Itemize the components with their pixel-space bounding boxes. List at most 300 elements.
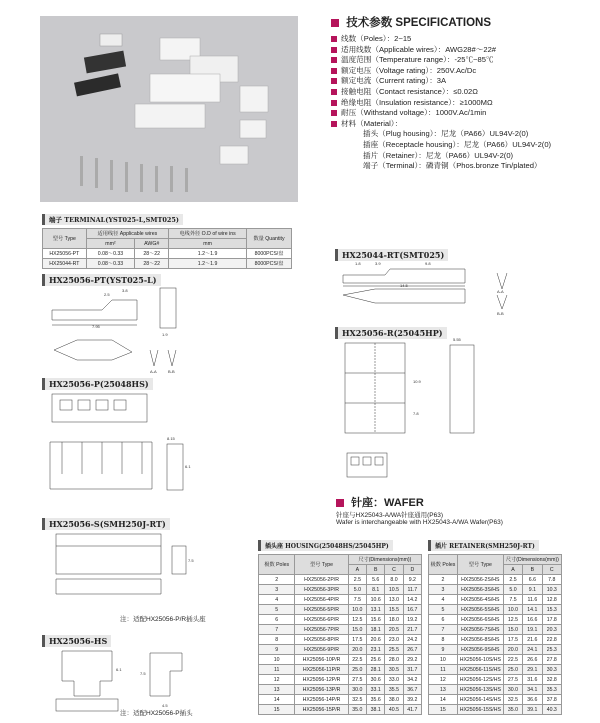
spec-bullet-icon [331, 68, 337, 74]
retainer-table-cell: 7.5 [503, 595, 522, 605]
wafer-note-en: Wafer is interchangeable with HX25043-A/WA Wafer(P63) [336, 519, 503, 526]
material-item: 插座（Receptacle housing）：尼龙（PA66）UL94V-2(0) [363, 139, 552, 149]
housing-table-cell: 7.5 [348, 595, 366, 605]
retainer-table-row [429, 705, 562, 715]
spec-bullet-icon [331, 100, 337, 106]
housing-table-cell: HX25056-15P/R [295, 705, 348, 715]
retainer-table-cell: HX25056-5S/HS [457, 605, 503, 615]
retainer-table-cell: 10.3 [542, 585, 561, 595]
terminal-header-wires: 适用线径 Applicable wires [86, 229, 168, 239]
retainer-table-row [429, 585, 562, 595]
terminal-table-cell: 0.08～0.33 [86, 249, 135, 259]
housing-table [258, 554, 422, 715]
terminal-section [42, 207, 292, 269]
housing-table-cell: 8.1 [367, 585, 385, 595]
retainer-table-cell: HX25056-9S/HS [457, 645, 503, 655]
housing-table-cell: 2.5 [348, 575, 366, 585]
housing-table-cell: 25.5 [385, 645, 403, 655]
terminal-table-row [43, 249, 292, 259]
dim-pt-length: 7.95 [92, 324, 100, 329]
housing-table-cell: 19.2 [403, 615, 421, 625]
housing-table-row [259, 625, 422, 635]
retainer-table-cell: 19.1 [523, 625, 542, 635]
housing-table-cell: 7 [259, 625, 295, 635]
drawing-rt [335, 255, 525, 317]
retainer-table-cell: 12.5 [503, 615, 522, 625]
housing-table-cell: 11.7 [403, 585, 421, 595]
drawing-p [42, 384, 202, 506]
section-rt-aa: A-A [497, 289, 504, 294]
retainer-table-cell: 10 [429, 655, 458, 665]
housing-table-cell: HX25056-12P/R [295, 675, 348, 685]
housing-table-cell: 40.5 [385, 705, 403, 715]
retainer-table-cell: 21.6 [523, 635, 542, 645]
wafer-title: 针座：WAFER [351, 497, 424, 509]
dim-pt-d2: 3.8 [122, 288, 128, 293]
housing-table-row [259, 655, 422, 665]
retainer-header-type: 型号 Type [457, 555, 503, 575]
housing-table-cell: HX25056-11P/R [295, 665, 348, 675]
housing-table-cell: 14.2 [403, 595, 421, 605]
retainer-header-c: C [542, 565, 561, 575]
retainer-table-cell: 32.5 [503, 695, 522, 705]
housing-table-title: 插头座 HOUSING(25048HS/25045HP) [258, 540, 393, 551]
housing-table-cell: 31.7 [403, 665, 421, 675]
housing-table-cell: 17.5 [348, 635, 366, 645]
housing-table-cell: HX25056-2P/R [295, 575, 348, 585]
product-illustration [40, 16, 298, 202]
housing-table-cell: 15.5 [385, 605, 403, 615]
housing-header-type: 型号 Type [295, 555, 348, 575]
housing-table-row [259, 605, 422, 615]
spec-item [331, 76, 593, 87]
housing-table-cell: 18.0 [385, 615, 403, 625]
retainer-table-cell: 4 [429, 595, 458, 605]
material-item: 插片（Retainer）：尼龙（PA66）UL94V-2(0) [363, 150, 514, 160]
retainer-header-poles: 极数 Poles [429, 555, 458, 575]
housing-table-cell: 35.0 [348, 705, 366, 715]
housing-table-cell: 16.7 [403, 605, 421, 615]
retainer-table-cell: 22.8 [542, 635, 561, 645]
retainer-table-cell: 30.3 [542, 665, 561, 675]
retainer-table-cell: 36.6 [523, 695, 542, 705]
housing-table-cell: 41.7 [403, 705, 421, 715]
housing-header-poles: 极数 Poles [259, 555, 295, 575]
spec-bullet-icon [331, 110, 337, 116]
note-s: 注：适配HX25056-P/R插头座 [120, 616, 206, 623]
housing-table-cell: HX25056-13P/R [295, 685, 348, 695]
housing-table-cell: 39.2 [403, 695, 421, 705]
housing-table-row [259, 675, 422, 685]
housing-table-cell: 9 [259, 645, 295, 655]
retainer-table-cell: 10.0 [503, 605, 522, 615]
material-item: 端子（Terminal）：磷青铜（Phos.bronze Tin/plated） [363, 161, 542, 171]
housing-table-row [259, 635, 422, 645]
retainer-table-cell: HX25056-10S/HS [457, 655, 503, 665]
housing-table-cell: 26.7 [403, 645, 421, 655]
spec-item [331, 34, 593, 45]
retainer-table-cell: HX25056-11S/HS [457, 665, 503, 675]
retainer-table-cell: HX25056-15S/HS [457, 705, 503, 715]
housing-table-cell: 13.0 [385, 595, 403, 605]
terminal-subheader-awg: AWG# [135, 239, 169, 249]
housing-header-dims: 尺寸(Dimensions(mm)) [348, 555, 421, 565]
terminal-table-cell: 1.2～1.9 [169, 259, 247, 269]
retainer-table-cell: 35.0 [503, 705, 522, 715]
housing-table-cell: 30.5 [385, 665, 403, 675]
spec-item [331, 45, 593, 56]
retainer-table-cell: 22.5 [503, 655, 522, 665]
dim-rt-d3: 9.8 [425, 261, 431, 266]
housing-table-cell: HX25056-4P/R [295, 595, 348, 605]
terminal-table-row [43, 259, 292, 269]
retainer-header-a: A [503, 565, 522, 575]
material-item: 插头（Plug housing）：尼龙（PA66）UL94V-2(0) [363, 129, 529, 139]
note-hs: 注：适配HX25056-P插头 [120, 710, 193, 717]
drawing-r [335, 333, 495, 493]
housing-table-cell: 24.2 [403, 635, 421, 645]
retainer-table-row [429, 635, 562, 645]
housing-header-d: D [403, 565, 421, 575]
retainer-table-cell: 11.6 [523, 595, 542, 605]
terminal-header-type: 型号 Type [43, 229, 87, 249]
retainer-table-cell: HX25056-3S/HS [457, 585, 503, 595]
housing-table-cell: HX25056-10P/R [295, 655, 348, 665]
dim-hs-d1: 6.1 [116, 667, 122, 672]
dim-r-d3: 7.8 [413, 411, 419, 416]
housing-table-row [259, 595, 422, 605]
dim-hs-d2: 7.5 [140, 671, 146, 676]
terminal-subheader-mm: mm [169, 239, 247, 249]
housing-table-cell: 28.1 [367, 665, 385, 675]
section-bullet-icon [336, 499, 344, 507]
terminal-header-od: 电线外径 O.D of wire ins [169, 229, 247, 239]
housing-table-cell: 15.0 [348, 625, 366, 635]
retainer-table-cell: 7 [429, 625, 458, 635]
housing-table-cell: 34.2 [403, 675, 421, 685]
drawing-rt-title: HX25044-RT(SMT025) [335, 249, 448, 261]
wafer-section [336, 494, 596, 526]
retainer-table-cell: 5 [429, 605, 458, 615]
drawing-r-title: HX25056-R(25045HP) [335, 327, 447, 339]
spec-item-text: 接触电阻（Contact resistance）：≤0.02Ω [341, 86, 478, 96]
retainer-table-cell: 24.1 [523, 645, 542, 655]
housing-table-cell: 13 [259, 685, 295, 695]
spec-bullet-icon [331, 121, 337, 127]
retainer-table-cell: 15.0 [503, 625, 522, 635]
retainer-table-cell: 3 [429, 585, 458, 595]
dim-hs-d3: 4.5 [162, 703, 168, 708]
retainer-table-cell: HX25056-2S/HS [457, 575, 503, 585]
drawing-p-title: HX25056-P(25048HS) [42, 378, 153, 390]
retainer-table-row [429, 575, 562, 585]
housing-table-cell: 25.6 [367, 655, 385, 665]
housing-table-cell: 8.0 [385, 575, 403, 585]
dim-pt-d1: 2.5 [104, 292, 110, 297]
spec-item-text: 额定电流（Current rating）：3A [341, 76, 447, 86]
housing-table-cell: 35.5 [385, 685, 403, 695]
terminal-table-cell: 8000PCS/盘 [247, 259, 292, 269]
housing-header-c: C [385, 565, 403, 575]
spec-bullet-icon [331, 78, 337, 84]
terminal-header-qty: 数量 Quantity [247, 229, 292, 249]
retainer-table-cell: 30.0 [503, 685, 522, 695]
housing-table-cell: 38.0 [385, 695, 403, 705]
retainer-table-cell: 37.8 [542, 695, 561, 705]
retainer-table-row [429, 665, 562, 675]
retainer-table-row [429, 655, 562, 665]
terminal-rows [43, 249, 292, 269]
housing-table-cell: 29.2 [403, 655, 421, 665]
housing-table-cell: 30.6 [367, 675, 385, 685]
terminal-table-cell: 8000PCS/盘 [247, 249, 292, 259]
terminal-table-cell: 1.2～1.9 [169, 249, 247, 259]
retainer-table-cell: HX25056-4S/HS [457, 595, 503, 605]
retainer-table-cell: 8 [429, 635, 458, 645]
housing-table-row [259, 665, 422, 675]
retainer-table-cell: 15.3 [542, 605, 561, 615]
retainer-table-cell: 2 [429, 575, 458, 585]
retainer-table-cell: 14.1 [523, 605, 542, 615]
housing-table-cell: 3 [259, 585, 295, 595]
housing-table-cell: 18.1 [367, 625, 385, 635]
specifications-section [331, 14, 593, 172]
retainer-table-row [429, 645, 562, 655]
housing-table-cell: 12 [259, 675, 295, 685]
drawing-s [42, 524, 202, 606]
retainer-table-cell: HX25056-14S/HS [457, 695, 503, 705]
retainer-table-cell: 12.8 [542, 595, 561, 605]
retainer-table-cell: 26.6 [523, 655, 542, 665]
retainer-table-row [429, 695, 562, 705]
drawing-pt-title: HX25056-PT(YST025-L) [42, 274, 161, 286]
housing-table-cell: 32.5 [348, 695, 366, 705]
retainer-table-cell: 39.1 [523, 705, 542, 715]
retainer-table-cell: 20.0 [503, 645, 522, 655]
housing-table-cell: 36.7 [403, 685, 421, 695]
material-list [363, 129, 593, 171]
dim-p-d1: 8.15 [167, 436, 175, 441]
housing-table-cell: 5.0 [348, 585, 366, 595]
wafer-note-cn: 针座与HX25043-A/WA针座通用(P63) [336, 512, 444, 519]
spec-bullet-icon [331, 36, 337, 42]
dim-rt-d1: 1.8 [355, 261, 361, 266]
housing-table-cell: 14 [259, 695, 295, 705]
retainer-table-cell: HX25056-13S/HS [457, 685, 503, 695]
housing-table-cell: HX25056-7P/R [295, 625, 348, 635]
retainer-table-cell: HX25056-7S/HS [457, 625, 503, 635]
specifications-title: 技术参数 SPECIFICATIONS [346, 17, 492, 29]
retainer-table-cell: HX25056-8S/HS [457, 635, 503, 645]
housing-table-row [259, 575, 422, 585]
housing-table-cell: 4 [259, 595, 295, 605]
housing-table-cell: 13.1 [367, 605, 385, 615]
housing-table-cell: 6 [259, 615, 295, 625]
dim-s-d1: 7.5 [188, 558, 194, 563]
retainer-table-title: 插片 RETAINER(SMH250J-RT) [428, 540, 539, 551]
dim-r-d1: 5.55 [453, 337, 461, 342]
dim-rt-d2: 3.9 [375, 261, 381, 266]
retainer-table-row [429, 605, 562, 615]
retainer-header-dims: 尺寸(Dimensions(mm)) [503, 555, 561, 565]
housing-table-cell: 5.6 [367, 575, 385, 585]
housing-table-cell: 33.0 [385, 675, 403, 685]
retainer-table-row [429, 675, 562, 685]
spec-item [331, 87, 593, 98]
retainer-header-b: B [523, 565, 542, 575]
spec-item [331, 55, 593, 66]
housing-table-cell: 8 [259, 635, 295, 645]
housing-table-row [259, 645, 422, 655]
retainer-table-row [429, 595, 562, 605]
retainer-table-cell: 32.8 [542, 675, 561, 685]
housing-table-cell: 21.7 [403, 625, 421, 635]
drawing-hs-title: HX25056-HS [42, 635, 111, 647]
housing-table-cell: 25.0 [348, 665, 366, 675]
housing-table-cell: 9.2 [403, 575, 421, 585]
housing-section [258, 533, 422, 715]
retainer-table-cell: 6 [429, 615, 458, 625]
housing-table-cell: HX25056-9P/R [295, 645, 348, 655]
housing-header-b: B [367, 565, 385, 575]
retainer-table-cell: HX25056-12S/HS [457, 675, 503, 685]
retainer-table-cell: 17.5 [503, 635, 522, 645]
section-rt-bb: B-B [497, 311, 504, 316]
housing-table-cell: 10 [259, 655, 295, 665]
section-pt-aa: A-A [150, 369, 157, 374]
retainer-table-cell: 17.8 [542, 615, 561, 625]
retainer-table-cell: 9.1 [523, 585, 542, 595]
retainer-table-cell: 15 [429, 705, 458, 715]
housing-table-row [259, 615, 422, 625]
housing-table-row [259, 585, 422, 595]
housing-table-cell: 38.1 [367, 705, 385, 715]
housing-table-cell: 30.0 [348, 685, 366, 695]
retainer-table-cell: 35.3 [542, 685, 561, 695]
housing-table-cell: 23.1 [367, 645, 385, 655]
housing-table-cell: 20.6 [367, 635, 385, 645]
retainer-table-cell: 25.0 [503, 665, 522, 675]
spec-item-text: 线数（Poles）：2~15 [341, 34, 412, 43]
spec-bullet-icon [331, 89, 337, 95]
housing-table-cell: HX25056-6P/R [295, 615, 348, 625]
housing-table-cell: 15 [259, 705, 295, 715]
section-pt-bb: B-B [168, 369, 175, 374]
retainer-table-cell: 16.6 [523, 615, 542, 625]
retainer-table-cell: 7.8 [542, 575, 561, 585]
housing-table-cell: 33.1 [367, 685, 385, 695]
housing-table-cell: 12.5 [348, 615, 366, 625]
housing-table-row [259, 695, 422, 705]
dim-pt-d4: 1.9 [162, 332, 168, 337]
retainer-table-row [429, 615, 562, 625]
retainer-table-cell: 27.5 [503, 675, 522, 685]
spec-item [331, 66, 593, 77]
housing-table-row [259, 705, 422, 715]
retainer-table-cell: 6.6 [523, 575, 542, 585]
housing-table-cell: 35.6 [367, 695, 385, 705]
retainer-table-cell: 25.3 [542, 645, 561, 655]
terminal-subheader-mm2: mm² [86, 239, 135, 249]
spec-item-text: 耐压（Withstand voltage）：1000V.Ac/1min [341, 108, 487, 118]
spec-item [331, 108, 593, 119]
retainer-table-row [429, 685, 562, 695]
retainer-table-cell: 40.3 [542, 705, 561, 715]
housing-table-cell: 20.5 [385, 625, 403, 635]
housing-table-cell: 15.6 [367, 615, 385, 625]
terminal-table-title: 端子 TERMINAL(YST025-L,SMT025) [42, 214, 183, 225]
housing-table-cell: HX25056-14P/R [295, 695, 348, 705]
dim-r-d2: 10.9 [413, 379, 421, 384]
spec-item-text: 材料（Material）： [341, 118, 403, 128]
housing-table-cell: 20.0 [348, 645, 366, 655]
housing-table-cell: 27.5 [348, 675, 366, 685]
retainer-table-cell: 27.8 [542, 655, 561, 665]
terminal-table [42, 228, 292, 269]
retainer-table-cell: 2.5 [503, 575, 522, 585]
spec-item-text: 温度范围（Temperature range）：-25℃~85℃ [341, 55, 494, 65]
housing-table-cell: 22.5 [348, 655, 366, 665]
terminal-table-cell: 0.08～0.33 [86, 259, 135, 269]
drawing-s-title: HX25056-S(SMH250J-RT) [42, 518, 170, 530]
housing-header-a: A [348, 565, 366, 575]
retainer-table-row [429, 625, 562, 635]
housing-table-cell: 11 [259, 665, 295, 675]
section-bullet-icon [331, 19, 339, 27]
spec-bullet-icon [331, 57, 337, 63]
drawing-pt [42, 280, 192, 375]
housing-table-cell: 10.6 [367, 595, 385, 605]
housing-table-cell: 5 [259, 605, 295, 615]
housing-table-cell: 2 [259, 575, 295, 585]
housing-table-cell: 28.0 [385, 655, 403, 665]
terminal-table-cell: HX25044-RT [43, 259, 87, 269]
spec-item-text: 绝缘电阻（Insulation resistance）：≥1000MΩ [341, 97, 493, 107]
retainer-table-cell: 29.1 [523, 665, 542, 675]
product-photo [40, 16, 298, 202]
retainer-table-cell: 31.6 [523, 675, 542, 685]
retainer-table-cell: 12 [429, 675, 458, 685]
retainer-section [428, 533, 562, 715]
spec-item [331, 119, 593, 130]
housing-table-cell: HX25056-5P/R [295, 605, 348, 615]
spec-item-text: 适用线数（Applicable wires）：AWG28#～22# [341, 44, 497, 54]
terminal-table-cell: 28～22 [135, 259, 169, 269]
retainer-table-cell: 20.3 [542, 625, 561, 635]
housing-table-cell: 10.0 [348, 605, 366, 615]
dim-rt-d4: 14.5 [400, 283, 408, 288]
spec-item [331, 98, 593, 109]
retainer-table-cell: 34.1 [523, 685, 542, 695]
terminal-table-cell: 28～22 [135, 249, 169, 259]
spec-item-text: 额定电压（Voltage rating）：250V.Ac/Dc [341, 65, 477, 75]
spec-bullet-icon [331, 47, 337, 53]
retainer-rows [429, 575, 562, 715]
terminal-table-cell: HX25056-PT [43, 249, 87, 259]
retainer-table-cell: 13 [429, 685, 458, 695]
spec-list [331, 34, 593, 129]
housing-table-cell: HX25056-3P/R [295, 585, 348, 595]
housing-table-row [259, 685, 422, 695]
housing-table-cell: 10.5 [385, 585, 403, 595]
housing-table-cell: HX25056-8P/R [295, 635, 348, 645]
retainer-table-cell: 5.0 [503, 585, 522, 595]
housing-table-cell: 23.0 [385, 635, 403, 645]
housing-rows [259, 575, 422, 715]
dim-p-d2: 6.1 [185, 464, 191, 469]
retainer-table [428, 554, 562, 715]
retainer-table-cell: HX25056-6S/HS [457, 615, 503, 625]
